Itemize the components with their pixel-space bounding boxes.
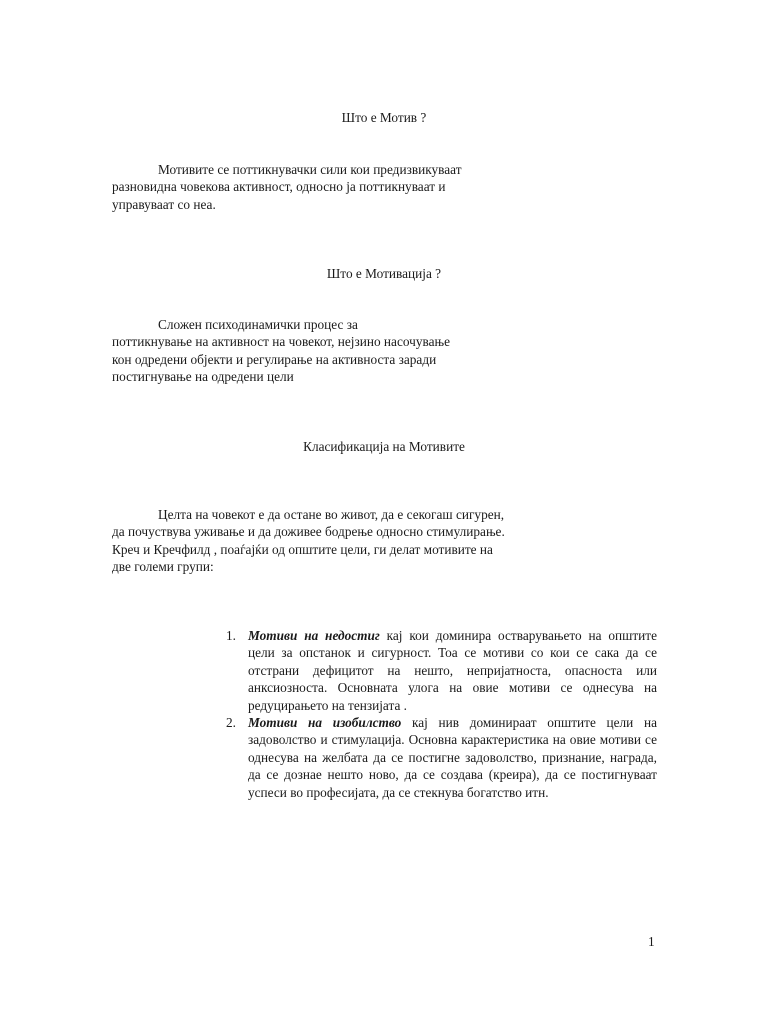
- heading-motivation: Што е Мотивација ?: [326, 266, 442, 281]
- paragraph-line: постигнување на одредени цели: [112, 369, 294, 385]
- list-item: [226, 714, 657, 801]
- paragraph-line: Креч и Кречфилд , поаѓајќи од општите цели, ги делат мотивите на: [112, 541, 493, 557]
- paragraph-line: две големи групи:: [112, 559, 214, 575]
- list-item-text: кај кои доминира остварувањето на општите цели за опстанок и сигурност. Тоа се мотиви со кои се сака да се отстрани дефицитот на нешто, непријатноста, опасноста или анксиозноста. Основната улога на овие мотиви се однесува на редуцирањето на тензијата .: [248, 628, 657, 713]
- list-item-term: Мотиви на изобилство: [248, 715, 402, 731]
- paragraph-classification-intro: [112, 506, 505, 576]
- heading-classification: Класификација на Мотивите: [303, 439, 465, 454]
- paragraph-line: Целта на човекот е да остане во живот, да е секогаш сигурен,: [158, 507, 505, 522]
- motive-types-list: [226, 627, 657, 801]
- paragraph-line: да почуствува уживање и да доживее бодрење односно стимулирање.: [112, 524, 505, 540]
- paragraph-line: управуваат со неа.: [112, 196, 216, 212]
- paragraph-motive-definition: [112, 161, 462, 213]
- list-item-number: 2.: [226, 715, 236, 731]
- paragraph-line: Мотивите се поттикнувачки сили кои предизвикуваат: [158, 162, 462, 177]
- list-item-number: 1.: [226, 628, 236, 643]
- heading-motive: Што е Мотив ?: [341, 110, 427, 125]
- list-item: [226, 627, 657, 714]
- list-item-term: Мотиви на недостиг: [248, 628, 380, 643]
- paragraph-line: разновидна човекова активност, односно ја поттикнуваат и: [112, 179, 446, 195]
- paragraph-line: кон одредени објекти и регулирање на активноста заради: [112, 351, 437, 367]
- page-number: 1: [648, 934, 655, 949]
- paragraph-line: Сложен психодинамички процес за: [158, 317, 358, 332]
- paragraph-motivation-definition: [112, 316, 450, 386]
- list-item-text: кај нив доминираат општите цели на задоволство и стимулација. Основна карактеристика на овие мотиви се однесува на желбата да се постигне задоволство, признание, награда, да се дознае нешто ново, да се создава (креира), да се постигнуваат успеси во професијата, да се стекнува богатство итн.: [248, 715, 657, 800]
- paragraph-line: поттикнување на активност на човекот, нејзино насочување: [112, 334, 451, 350]
